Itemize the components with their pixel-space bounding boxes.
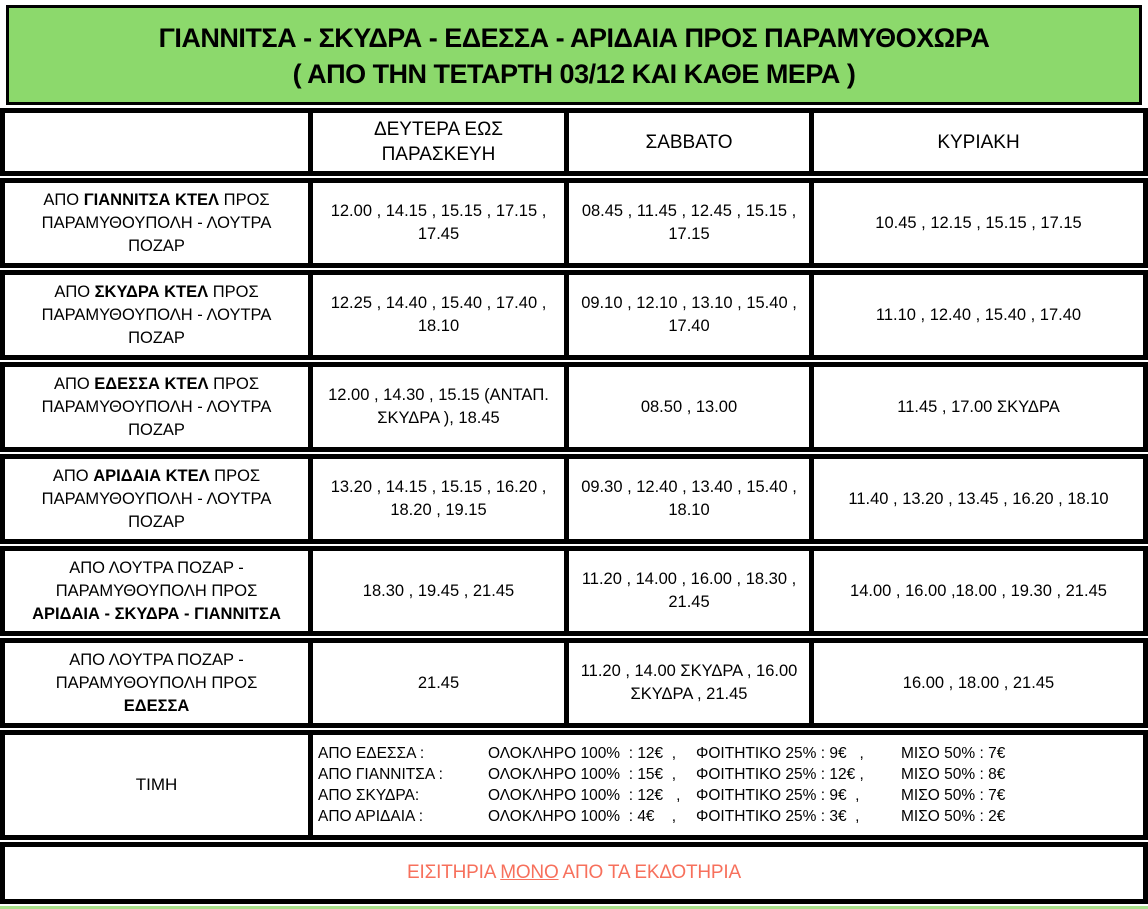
route-label-line	[69, 649, 244, 672]
route-label	[5, 183, 308, 263]
route-label-segment: ΠΡΟΣ	[208, 282, 259, 301]
route-label-segment: ΑΠΟ	[52, 466, 94, 485]
title-banner	[6, 5, 1142, 105]
price-origin: ΑΠΟ ΓΙΑΝΝΙΤΣΑ :	[318, 766, 443, 783]
price-half-fare: ΜΙΣΟ 50% : 7€	[901, 787, 1006, 804]
times-sunday: 11.45 , 17.00 ΣΚΥΔΡΑ	[814, 367, 1143, 447]
route-label-segment: ΠΑΡΑΜΥΘΟΥΠΟΛΗ - ΛΟΥΤΡΑ ΠΟΖΑΡ	[41, 305, 272, 347]
route-label-segment: ΠΑΡΑΜΥΘΟΥΠΟΛΗ - ΛΟΥΤΡΑ ΠΟΖΑΡ	[41, 213, 272, 255]
times-weekdays: 13.20 , 14.15 , 15.15 , 16.20 , 18.20 , 19.15	[313, 459, 564, 539]
route-label-bold-segment: ΑΡΙΔΑΙΑ ΚΤΕΛ	[93, 466, 210, 485]
route-label-bold-segment: ΓΙΑΝΝΙΤΣΑ ΚΤΕΛ	[83, 190, 220, 209]
times-sunday: 11.40 , 13.20 , 13.45 , 16.20 , 18.10	[814, 459, 1143, 539]
footer-cell	[5, 847, 1143, 899]
tickets-notice: ΕΙΣΙΤΗΡΙΑ ΜΟΝΟ ΑΠΟ ΤΑ ΕΚΔΟΤΗΡΙΑ	[407, 862, 741, 883]
route-label-line	[69, 557, 244, 580]
schedule-row	[0, 178, 1148, 268]
times-weekdays: 12.00 , 14.15 , 15.15 , 17.15 , 17.45	[313, 183, 564, 263]
price-line	[318, 764, 1005, 785]
route-label-line	[43, 189, 269, 212]
price-origin: ΑΠΟ ΑΡΙΔΑΙΑ :	[318, 808, 424, 825]
route-label	[5, 275, 308, 355]
col-header-weekdays	[313, 113, 564, 171]
route-label-bold-segment: ΕΔΕΣΣΑ ΚΤΕΛ	[94, 374, 209, 393]
route-label-line	[124, 695, 190, 718]
price-student-fare: ΦΟΙΤΗΤΙΚΟ 25% : 9€ ,	[696, 745, 864, 762]
route-label-segment: ΠΑΡΑΜΥΘΟΥΠΟΛΗ - ΛΟΥΤΡΑ ΠΟΖΑΡ	[41, 397, 272, 439]
column-header-row	[0, 108, 1148, 176]
route-label-segment: ΠΑΡΑΜΥΘΟΥΠΟΛΗ ΠΡΟΣ	[55, 581, 258, 600]
schedule-row	[0, 362, 1148, 452]
col-header-saturday	[569, 113, 809, 171]
schedule-row	[0, 270, 1148, 360]
price-student-fare: ΦΟΙΤΗΤΙΚΟ 25% : 9€ ,	[696, 787, 860, 804]
times-saturday: 11.20 , 14.00 ΣΚΥΔΡΑ , 16.00 ΣΚΥΔΡΑ , 21.45	[569, 643, 809, 723]
price-full-fare: ΟΛΟΚΛΗΡΟ 100% : 12€ ,	[488, 745, 677, 762]
times-weekdays: 18.30 , 19.45 , 21.45	[313, 551, 564, 631]
route-label	[5, 459, 308, 539]
route-label-segment: ΑΠΟ	[53, 374, 95, 393]
route-label-bold-segment: ΑΡΙΔΑΙΑ - ΣΚΥΔΡΑ - ΓΙΑΝΝΙΤΣΑ	[32, 604, 281, 623]
timetable-page	[0, 5, 1148, 909]
route-label-segment: ΑΠΟ ΛΟΥΤΡΑ ΠΟΖΑΡ -	[69, 650, 244, 669]
times-saturday: 08.50 , 13.00	[569, 367, 809, 447]
route-label	[5, 551, 308, 631]
schedule-rows	[0, 178, 1148, 728]
price-student-fare: ΦΟΙΤΗΤΙΚΟ 25% : 12€ ,	[696, 766, 864, 783]
route-label	[5, 643, 308, 723]
times-weekdays: 12.25 , 14.40 , 15.40 , 17.40 , 18.10	[313, 275, 564, 355]
times-sunday: 11.10 , 12.40 , 15.40 , 17.40	[814, 275, 1143, 355]
route-label-segment: ΠΡΟΣ	[219, 190, 270, 209]
col-header-saturday-label: ΣΑΒΒΑΤΟ	[645, 131, 733, 153]
times-weekdays: 21.45	[313, 643, 564, 723]
price-origin: ΑΠΟ ΕΔΕΣΣΑ :	[318, 745, 425, 762]
schedule-row	[0, 638, 1148, 728]
times-saturday: 09.10 , 12.10 , 13.10 , 15.40 , 17.40	[569, 275, 809, 355]
price-half-fare: ΜΙΣΟ 50% : 7€	[901, 745, 1006, 762]
times-saturday: 08.45 , 11.45 , 12.45 , 15.15 , 17.15	[569, 183, 809, 263]
price-half-fare: ΜΙΣΟ 50% : 8€	[901, 766, 1006, 783]
route-label-line	[32, 603, 281, 626]
col-header-sunday	[814, 113, 1143, 171]
route-label-segment: ΑΠΟ	[54, 282, 95, 301]
price-line	[318, 785, 1005, 806]
times-sunday: 16.00 , 18.00 , 21.45	[814, 643, 1143, 723]
price-origin: ΑΠΟ ΣΚΥΔΡΑ:	[318, 787, 420, 804]
route-label-segment: ΠΑΡΑΜΥΘΟΥΠΟΛΗ ΠΡΟΣ	[55, 673, 258, 692]
price-line	[318, 743, 1005, 764]
route-label-segment: ΠΡΟΣ	[208, 374, 260, 393]
times-weekdays: 12.00 , 14.30 , 15.15 (ΑΝΤΑΠ. ΣΚΥΔΡΑ ), 18.45	[313, 367, 564, 447]
times-saturday: 11.20 , 14.00 , 16.00 , 18.30 , 21.45	[569, 551, 809, 631]
price-full-fare: ΟΛΟΚΛΗΡΟ 100% : 4€ ,	[488, 808, 677, 825]
route-label-segment: ΠΡΟΣ	[209, 466, 261, 485]
price-full-fare: ΟΛΟΚΛΗΡΟ 100% : 12€ ,	[488, 787, 681, 804]
title-line-2: ( ΑΠΟ ΤΗΝ ΤΕΤΑΡΤΗ 03/12 ΚΑΙ ΚΑΘΕ ΜΕΡΑ )	[292, 59, 856, 89]
price-full-fare: ΟΛΟΚΛΗΡΟ 100% : 15€ ,	[488, 766, 677, 783]
times-sunday: 10.45 , 12.15 , 15.15 , 17.15	[814, 183, 1143, 263]
route-label-segment: ΑΠΟ ΛΟΥΤΡΑ ΠΟΖΑΡ -	[69, 558, 244, 577]
title-line-1: ΓΙΑΝΝΙΤΣΑ - ΣΚΥΔΡΑ - ΕΔΕΣΣΑ - ΑΡΙΔΑΙΑ ΠΡΟΣ ΠΑΡΑΜΥΘΟΧΩΡΑ	[158, 23, 990, 53]
route-label-line	[13, 488, 300, 534]
route-label-segment: ΑΠΟ	[43, 190, 84, 209]
times-sunday: 14.00 , 16.00 ,18.00 , 19.30 , 21.45	[814, 551, 1143, 631]
col-header-weekdays-line2: ΠΑΡΑΣΚΕΥΗ	[381, 144, 496, 165]
route-label-line	[53, 465, 260, 488]
schedule-row	[0, 546, 1148, 636]
route-label-segment: ΠΑΡΑΜΥΘΟΥΠΟΛΗ - ΛΟΥΤΡΑ ΠΟΖΑΡ	[41, 489, 272, 531]
schedule-row	[0, 454, 1148, 544]
times-saturday: 09.30 , 12.40 , 13.40 , 15.40 , 18.10	[569, 459, 809, 539]
route-label-line	[54, 281, 258, 304]
route-label-line	[54, 373, 259, 396]
price-half-fare: ΜΙΣΟ 50% : 2€	[901, 808, 1006, 825]
price-row-label: ΤΙΜΗ	[5, 735, 308, 835]
col-header-weekdays-line1: ΔΕΥΤΕΡΑ ΕΩΣ	[373, 119, 504, 140]
price-details-cell	[313, 735, 1143, 835]
route-label-line	[56, 580, 258, 603]
route-label-line	[56, 672, 258, 695]
route-label	[5, 367, 308, 447]
route-label-line	[13, 304, 300, 350]
col-header-sunday-label: ΚΥΡΙΑΚΗ	[937, 131, 1020, 153]
route-label-line	[13, 396, 300, 442]
price-line	[318, 806, 1005, 827]
route-label-bold-segment: ΣΚΥΔΡΑ ΚΤΕΛ	[94, 282, 209, 301]
route-label-line	[13, 212, 300, 258]
route-label-bold-segment: ΕΔΕΣΣΑ	[123, 696, 190, 715]
price-student-fare: ΦΟΙΤΗΤΙΚΟ 25% : 3€ ,	[696, 808, 860, 825]
footer-row	[0, 842, 1148, 904]
price-row	[0, 730, 1148, 840]
corner-cell	[5, 113, 308, 171]
